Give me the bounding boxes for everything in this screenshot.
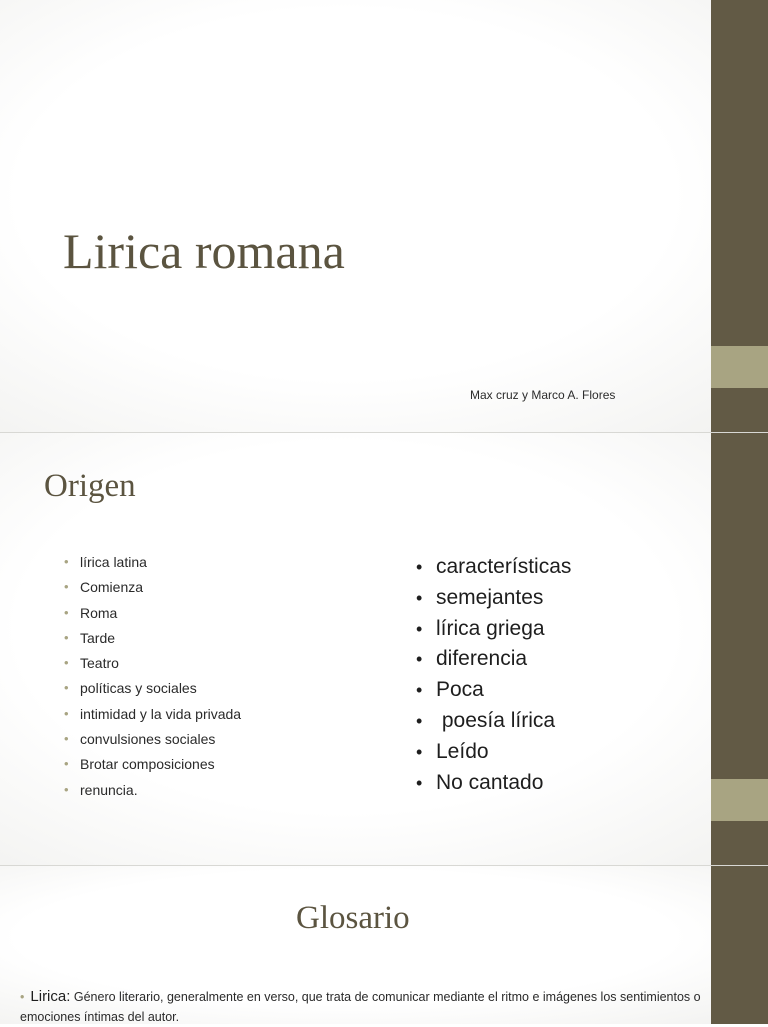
glossary-term: Lirica: [30,988,71,1005]
list-item: • Roma [64,604,241,629]
slide-title: Glosario [296,900,410,936]
glossary-entry [20,987,725,1027]
list-item: • convulsiones sociales [64,730,241,755]
list-item: • lírica latina [64,553,241,578]
list-item: • diferencia [416,645,571,676]
list-item: • Leído [416,738,571,769]
list-item: • No cantado [416,769,571,800]
list-item: • políticas y sociales [64,679,241,704]
list-item: • Tarde [64,629,241,654]
list-item: • características [416,553,571,584]
slide-subtitle: Max cruz y Marco A. Flores [470,388,616,402]
side-accent [711,779,768,821]
slide-title: Origen [44,468,136,504]
slide-title: Lirica romana [63,223,345,279]
list-item: • poesía lírica [416,707,571,738]
list-item: • Poca [416,676,571,707]
list-item: • renuncia. [64,781,241,806]
list-item: • Brotar composiciones [64,755,241,780]
list-item: • semejantes [416,584,571,615]
list-item: • Comienza [64,578,241,603]
glossary-definition: Género literario, generalmente en verso, que trata de comunicar mediante el ritmo e imágenes los sentimientos o emociones íntimas del autor. [20,990,701,1024]
left-bullet-list [64,553,241,806]
list-item: • intimidad y la vida privada [64,705,241,730]
list-item: • Teatro [64,654,241,679]
side-accent [711,346,768,388]
slide-1[interactable] [0,0,768,432]
list-item: • lírica griega [416,615,571,646]
bullet-icon: • [20,990,25,1004]
right-bullet-list [416,553,571,799]
